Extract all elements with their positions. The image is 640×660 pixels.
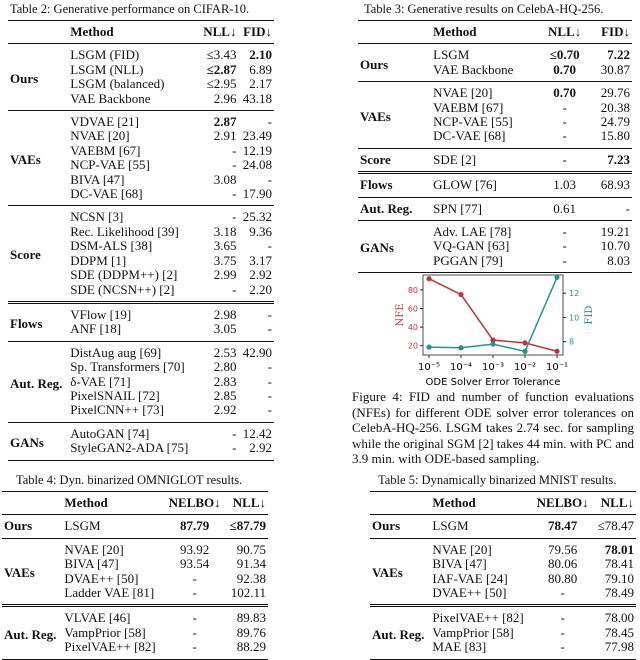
table-row (8, 206, 274, 225)
value-cell: - (562, 238, 567, 254)
table-row (8, 302, 274, 322)
x-tick-label: 10⁻¹ (545, 362, 569, 373)
row-group (358, 44, 632, 82)
value-cell: - (267, 321, 272, 337)
value-cell: 78.01 (604, 541, 634, 557)
method-cell: AutoGAN [74] (70, 425, 150, 441)
table-row (358, 44, 632, 63)
method-cell: LSGM (433, 47, 470, 63)
value-cell: 12.42 (242, 425, 272, 441)
method-cell: DistAug aug [69] (70, 344, 162, 360)
value-cell: 87.79 (180, 518, 210, 534)
value-cell: - (192, 610, 197, 626)
value-cell: 68.93 (600, 177, 630, 193)
value-cell: 24.08 (242, 157, 272, 173)
row-group (370, 606, 636, 659)
data-point-fid (458, 345, 463, 350)
y-left-label: NFE (395, 303, 406, 327)
value-cell: - (562, 128, 567, 144)
value-cell: 8.03 (607, 252, 630, 268)
value-cell: - (267, 373, 272, 389)
group-label: Ours (360, 56, 389, 72)
x-tick-label: 10⁻⁴ (449, 362, 473, 373)
method-cell: LSGM (64, 518, 101, 534)
method-cell: MAE [83] (432, 639, 487, 655)
value-cell: 10.70 (600, 238, 630, 254)
value-cell: - (267, 402, 272, 418)
method-cell: PGGAN [79] (433, 252, 503, 268)
value-cell: 78.41 (604, 556, 634, 572)
y-right-tick-label: 12 (569, 289, 580, 299)
header-row (8, 21, 274, 44)
method-cell: NVAE [20] (70, 128, 130, 144)
value-cell: - (562, 99, 567, 115)
value-cell: 2.92 (249, 440, 272, 456)
x-tick-label: 10⁻³ (481, 362, 505, 373)
column-header (8, 21, 68, 44)
method-cell: SDE [2] (433, 151, 477, 167)
table2-cifar10 (8, 20, 274, 461)
value-cell: 3.05 (213, 321, 237, 337)
table5-mnist (370, 491, 636, 660)
value-cell: - (560, 639, 565, 655)
value-cell: - (267, 114, 272, 130)
method-cell: StyleGAN2-ADA [75] (70, 440, 189, 456)
method-cell: NCSN [3] (70, 209, 124, 225)
group-label: Ours (372, 518, 401, 534)
method-cell: VQ-GAN [63] (433, 238, 510, 254)
value-cell: - (562, 224, 567, 240)
value-cell: 93.92 (180, 541, 210, 557)
method-cell: PixelVAE++ [82] (64, 639, 156, 655)
value-cell: 25.32 (242, 209, 272, 225)
column-header (358, 21, 431, 44)
value-cell: 2.91 (213, 128, 237, 144)
group-label: VAEs (10, 152, 41, 168)
value-cell: 2.98 (213, 306, 237, 322)
data-point-fid (490, 341, 495, 346)
figure4-caption: Figure 4: FID and number of function evaluations (NFEs) for different ODE solver error tolerances on CelebA-HQ-256. LSGM takes 2.74 sec. for sampling while the original SGM [2] takes 44 min. with PC and 3.9 min. with ODE-based sampling. (352, 389, 635, 466)
method-cell: Ladder VAE [81] (64, 585, 155, 601)
value-cell: - (625, 200, 630, 216)
value-cell: 79.10 (604, 570, 634, 586)
table-row (2, 606, 268, 626)
column-header (370, 492, 430, 515)
value-cell: 78.45 (604, 624, 634, 640)
table-row (370, 515, 636, 538)
x-tick-label: 10⁻² (513, 362, 537, 373)
row-group (358, 148, 632, 172)
group-label: Ours (10, 71, 39, 87)
value-cell: 3.17 (249, 252, 272, 268)
data-point-fid (426, 345, 431, 350)
value-cell: 89.83 (236, 610, 266, 626)
value-cell: 78.47 (548, 518, 578, 534)
method-cell: δ-VAE [71] (70, 373, 131, 389)
table-header (2, 492, 268, 515)
column-header: FID↓ (601, 24, 630, 39)
value-cell: 89.76 (236, 624, 266, 640)
value-cell: 15.80 (600, 128, 630, 144)
value-cell: 2.99 (213, 267, 237, 283)
row-group (2, 606, 268, 659)
value-cell: - (232, 440, 237, 456)
y-left-tick-label: 80 (407, 285, 418, 295)
value-cell: - (192, 585, 197, 601)
row-group (8, 422, 274, 460)
table-row (8, 341, 274, 360)
row-group (8, 206, 274, 302)
method-cell: PixelCNN++ [73] (70, 402, 164, 418)
value-cell: - (560, 624, 565, 640)
data-point-nfe (522, 340, 527, 345)
row-group (358, 221, 632, 273)
value-cell: 43.18 (242, 90, 272, 106)
table-row (358, 82, 632, 101)
table-row (370, 606, 636, 626)
value-cell: ≤2.95 (206, 76, 237, 92)
value-cell: 29.76 (600, 85, 630, 101)
value-cell: ≤2.87 (206, 61, 237, 77)
value-cell: 3.75 (213, 252, 237, 268)
value-cell: 92.38 (236, 570, 266, 586)
value-cell: 3.18 (213, 223, 237, 239)
value-cell: ≤78.47 (597, 518, 634, 534)
group-label: Aut. Reg. (4, 626, 57, 642)
method-cell: PixelSNAIL [72] (70, 387, 160, 403)
method-cell: DSM-ALS [38] (70, 238, 153, 254)
value-cell: - (192, 639, 197, 655)
method-cell: LSGM (NLL) (70, 61, 144, 77)
method-cell: NCP-VAE [55] (433, 114, 513, 130)
method-cell: PixelVAE++ [82] (432, 610, 524, 626)
header-row (370, 492, 636, 515)
column-header: NELBO↓ (168, 495, 221, 510)
column-header: NLL↓ (548, 24, 582, 39)
data-point-nfe (458, 292, 463, 297)
data-point-fid (522, 349, 527, 354)
value-cell: - (562, 114, 567, 130)
method-cell: LSGM (FID) (70, 47, 140, 63)
value-cell: 7.23 (607, 151, 630, 167)
row-group (370, 538, 636, 606)
method-cell: SDE (NCSN++) [2] (70, 281, 175, 297)
value-cell: 9.36 (249, 223, 272, 239)
value-cell: 90.75 (236, 541, 266, 557)
method-cell: VAEBM [67] (433, 99, 504, 115)
method-cell: DVAE++ [50] (64, 570, 139, 586)
value-cell: 80.06 (548, 556, 578, 572)
method-cell: BIVA [47] (70, 171, 125, 187)
group-label: VAEs (360, 108, 391, 124)
group-label: GANs (360, 240, 394, 256)
group-label: Score (10, 247, 41, 263)
row-group (8, 341, 274, 422)
method-cell: LSGM (432, 518, 469, 534)
group-label: Score (360, 151, 391, 167)
value-cell: 2.96 (213, 90, 237, 106)
value-cell: - (192, 624, 197, 640)
value-cell: 0.70 (553, 85, 577, 101)
table5-caption: Table 5: Dynamically binarized MNIST results. (378, 473, 617, 487)
group-label: VAEs (4, 565, 35, 581)
group-label: GANs (10, 434, 44, 450)
column-header: Method (432, 495, 476, 510)
value-cell: 0.70 (553, 61, 577, 77)
table3-caption: Table 3: Generative results on CelebA-HQ-256. (364, 2, 604, 16)
method-cell: NVAE [20] (432, 541, 492, 557)
x-axis-label: ODE Solver Error Tolerance (425, 377, 561, 388)
column-header: FID↓ (243, 24, 272, 39)
x-tick-label: 10⁻⁵ (417, 362, 441, 373)
method-cell: DVAE++ [50] (432, 585, 507, 601)
method-cell: BIVA [47] (64, 556, 119, 572)
value-cell: 80.80 (548, 570, 578, 586)
y-right-tick-label: 10 (569, 313, 580, 323)
column-header: NELBO↓ (536, 495, 589, 510)
value-cell: 77.98 (604, 639, 634, 655)
table4-caption: Table 4: Dyn. binarized OMNIGLOT results. (16, 473, 243, 487)
row-group (370, 515, 636, 538)
value-cell: 2.17 (249, 76, 272, 92)
value-cell: 1.03 (553, 177, 577, 193)
group-label: Aut. Reg. (372, 626, 425, 642)
value-cell: 102.11 (230, 585, 266, 601)
table-row (358, 148, 632, 172)
y-left-tick-label: 20 (407, 341, 418, 351)
value-cell: 93.54 (180, 556, 210, 572)
method-cell: Rec. Likelihood [39] (70, 223, 179, 239)
group-label: VAEs (372, 565, 403, 581)
method-cell: NCP-VAE [55] (70, 157, 150, 173)
value-cell: 17.90 (242, 186, 272, 202)
method-cell: NVAE [20] (433, 85, 493, 101)
row-group (358, 173, 632, 197)
value-cell: - (267, 359, 272, 375)
value-cell: - (192, 570, 197, 586)
value-cell: 79.56 (548, 541, 578, 557)
value-cell: - (232, 209, 237, 225)
table-row (358, 173, 632, 197)
data-point-nfe (426, 276, 431, 281)
value-cell: - (267, 306, 272, 322)
value-cell: - (267, 238, 272, 254)
method-cell: ANF [18] (70, 321, 122, 337)
value-cell: 2.83 (213, 373, 237, 389)
value-cell: 30.87 (600, 61, 630, 77)
value-cell: - (232, 425, 237, 441)
method-cell: GLOW [76] (433, 177, 497, 193)
column-header: NLL↓ (232, 495, 266, 510)
value-cell: - (232, 186, 237, 202)
method-cell: SPN [77] (433, 200, 482, 216)
value-cell: 91.34 (236, 556, 266, 572)
method-cell: VFlow [19] (70, 306, 132, 322)
method-cell: DC-VAE [68] (433, 128, 506, 144)
y-left-tick-label: 40 (407, 323, 418, 333)
value-cell: 12.19 (242, 142, 272, 158)
method-cell: VampPrior [58] (64, 624, 146, 640)
value-cell: - (267, 171, 272, 187)
row-group (2, 515, 268, 538)
table-header (370, 492, 636, 515)
column-header: Method (70, 24, 114, 39)
table-row (8, 422, 274, 441)
method-cell: VLVAE [46] (64, 610, 131, 626)
group-label: Aut. Reg. (10, 375, 63, 391)
table2-caption: Table 2: Generative performance on CIFAR-10. (10, 2, 250, 16)
value-cell: 23.49 (242, 128, 272, 144)
y-right-tick-label: 8 (569, 337, 575, 347)
value-cell: ≤87.79 (229, 518, 266, 534)
column-header: NLL↓ (600, 495, 634, 510)
value-cell: 42.90 (242, 344, 272, 360)
method-cell: Sp. Transformers [70] (70, 359, 185, 375)
table-row (8, 44, 274, 63)
row-group (8, 111, 274, 206)
column-header (2, 492, 62, 515)
value-cell: - (560, 585, 565, 601)
method-cell: VampPrior [58] (432, 624, 514, 640)
value-cell: 88.29 (236, 639, 266, 655)
method-cell: VAE Backbone (433, 61, 514, 77)
row-group (2, 538, 268, 606)
method-cell: VAEBM [67] (70, 142, 141, 158)
method-cell: BIVA [47] (432, 556, 487, 572)
value-cell: 2.85 (213, 387, 237, 403)
method-cell: SDE (DDPM++) [2] (70, 267, 178, 283)
data-point-fid (554, 275, 559, 280)
row-group (358, 197, 632, 220)
data-point-nfe (554, 349, 559, 354)
value-cell: - (232, 142, 237, 158)
value-cell: 19.21 (600, 224, 630, 240)
value-cell: - (562, 252, 567, 268)
method-cell: NVAE [20] (64, 541, 124, 557)
value-cell: 2.10 (249, 47, 272, 63)
y-left-tick-label: 60 (407, 304, 418, 314)
value-cell: 2.92 (213, 402, 237, 418)
method-cell: LSGM (balanced) (70, 76, 165, 92)
header-row (2, 492, 268, 515)
value-cell: 2.92 (249, 267, 272, 283)
table-row (358, 197, 632, 220)
table4-omniglot (2, 491, 268, 660)
value-cell: 7.22 (607, 47, 630, 63)
group-label: Flows (360, 177, 393, 193)
table3-celeba (358, 20, 632, 273)
group-label: Aut. Reg. (360, 200, 413, 216)
table-row (370, 538, 636, 557)
value-cell: 0.61 (553, 200, 577, 216)
value-cell: 2.20 (249, 281, 272, 297)
column-header: NLL↓ (203, 24, 237, 39)
value-cell: - (560, 610, 565, 626)
value-cell: 24.79 (600, 114, 630, 130)
value-cell: - (267, 387, 272, 403)
method-cell: VDVAE [21] (70, 114, 139, 130)
header-row (358, 21, 632, 44)
table-row (2, 538, 268, 557)
value-cell: - (562, 151, 567, 167)
value-cell: - (232, 281, 237, 297)
value-cell: ≤0.70 (549, 47, 580, 63)
column-header: Method (433, 24, 477, 39)
value-cell: - (232, 157, 237, 173)
group-label: Ours (4, 518, 33, 534)
table-row (358, 221, 632, 240)
row-group (8, 302, 274, 341)
figure4-chart (330, 270, 640, 388)
table-row (2, 515, 268, 538)
value-cell: 6.89 (249, 61, 272, 77)
table-header (358, 21, 632, 44)
value-cell: 20.38 (600, 99, 630, 115)
value-cell: 2.80 (213, 359, 237, 375)
value-cell: 3.08 (213, 171, 237, 187)
value-cell: 3.65 (213, 238, 237, 254)
group-label: Flows (10, 316, 43, 332)
method-cell: IAF-VAE [24] (432, 570, 508, 586)
value-cell: 78.49 (604, 585, 634, 601)
table-row (8, 111, 274, 130)
column-header: Method (64, 495, 108, 510)
y-right-label: FID (584, 305, 595, 325)
table-header (8, 21, 274, 44)
value-cell: 2.87 (213, 114, 237, 130)
method-cell: DC-VAE [68] (70, 186, 143, 202)
method-cell: Adv. LAE [78] (433, 224, 512, 240)
value-cell: ≤3.43 (206, 47, 237, 63)
method-cell: DDPM [1] (70, 252, 127, 268)
value-cell: 78.00 (604, 610, 634, 626)
value-cell: 2.53 (213, 344, 237, 360)
method-cell: VAE Backbone (70, 90, 151, 106)
row-group (8, 44, 274, 111)
row-group (358, 82, 632, 149)
